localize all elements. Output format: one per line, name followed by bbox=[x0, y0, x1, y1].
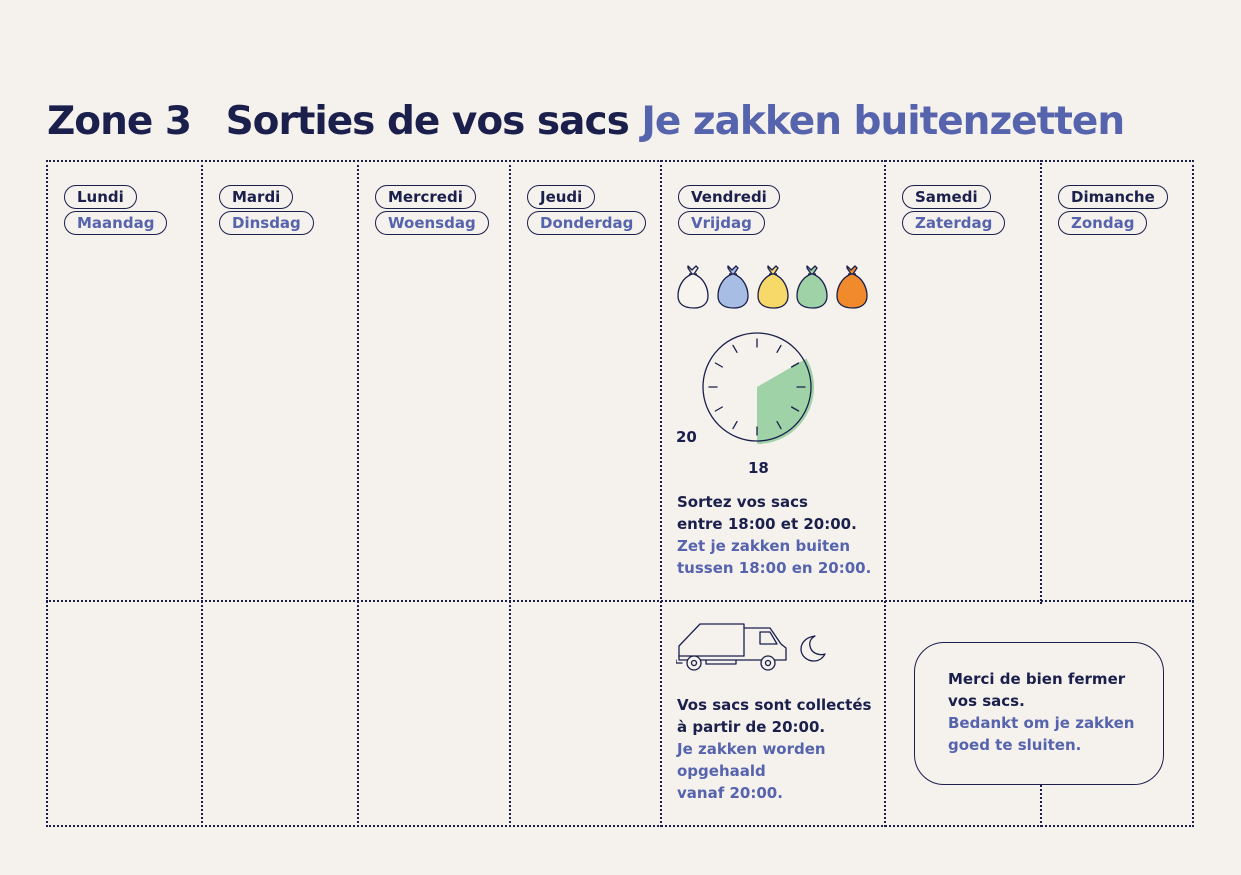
day-label-fr-sunday: Dimanche bbox=[1058, 185, 1168, 209]
day-label-nl-saturday: Zaterdag bbox=[902, 211, 1005, 235]
grid-middle-border bbox=[46, 600, 1194, 602]
garbage-truck-icon bbox=[676, 620, 791, 675]
collection-nl-line2: opgehaald bbox=[677, 762, 766, 780]
putout-fr-line2: entre 18:00 et 20:00. bbox=[677, 515, 857, 533]
notice-nl-line2: goed te sluiten. bbox=[948, 736, 1082, 754]
day-label-nl-tuesday: Dinsdag bbox=[219, 211, 314, 235]
day-label-fr-monday: Lundi bbox=[64, 185, 137, 209]
bag-icon-yellow bbox=[758, 266, 788, 308]
day-label-fr-tuesday: Mardi bbox=[219, 185, 293, 209]
bag-icons bbox=[676, 262, 876, 312]
putout-nl-line2: tussen 18:00 en 20:00. bbox=[677, 559, 872, 577]
day-label-nl-thursday: Donderdag bbox=[527, 211, 646, 235]
grid-divider bbox=[509, 160, 511, 827]
grid-divider bbox=[46, 160, 48, 827]
day-label-nl-monday: Maandag bbox=[64, 211, 167, 235]
notice-fr-line2: vos sacs. bbox=[948, 692, 1025, 710]
putout-instructions bbox=[677, 491, 871, 579]
notice-text bbox=[948, 668, 1134, 756]
collection-fr-line2: à partir de 20:00. bbox=[677, 718, 826, 736]
grid-divider bbox=[201, 160, 203, 827]
collection-fr-line1: Vos sacs sont collectés bbox=[677, 696, 872, 714]
grid-bottom-border bbox=[46, 825, 1194, 827]
day-label-fr-saturday: Samedi bbox=[902, 185, 991, 209]
clock-icon bbox=[700, 330, 815, 445]
grid-divider bbox=[884, 160, 886, 827]
grid-divider bbox=[1192, 160, 1194, 827]
moon-icon bbox=[797, 633, 827, 663]
grid-divider bbox=[357, 160, 359, 827]
zone-label: Zone 3 bbox=[47, 99, 192, 144]
page-title bbox=[47, 98, 1124, 146]
collection-info bbox=[677, 694, 871, 804]
clock-start-label: 18 bbox=[748, 459, 769, 477]
clock-end-label: 20 bbox=[676, 428, 697, 446]
grid-divider bbox=[1040, 160, 1042, 604]
putout-fr-line1: Sortez vos sacs bbox=[677, 493, 808, 511]
clock-time-window bbox=[757, 359, 814, 445]
day-label-nl-wednesday: Woensdag bbox=[375, 211, 489, 235]
grid-top-border bbox=[46, 160, 1194, 162]
day-label-nl-sunday: Zondag bbox=[1058, 211, 1147, 235]
day-label-nl-friday: Vrijdag bbox=[678, 211, 765, 235]
bag-icon-orange bbox=[837, 266, 867, 308]
day-label-fr-thursday: Jeudi bbox=[527, 185, 595, 209]
day-label-fr-wednesday: Mercredi bbox=[375, 185, 476, 209]
grid-divider bbox=[1040, 785, 1042, 827]
title-nl: Je zakken buitenzetten bbox=[641, 99, 1125, 144]
bag-icon-white bbox=[678, 266, 708, 308]
title-fr: Sorties de vos sacs bbox=[225, 99, 629, 144]
putout-nl-line1: Zet je zakken buiten bbox=[677, 537, 851, 555]
bag-icon-green bbox=[797, 266, 827, 308]
day-label-fr-friday: Vendredi bbox=[678, 185, 780, 209]
notice-fr-line1: Merci de bien fermer bbox=[948, 670, 1126, 688]
collection-nl-line1: Je zakken worden bbox=[677, 740, 826, 758]
notice-nl-line1: Bedankt om je zakken bbox=[948, 714, 1135, 732]
grid-divider bbox=[660, 160, 662, 827]
collection-nl-line3: vanaf 20:00. bbox=[677, 784, 783, 802]
bag-icon-blue bbox=[718, 266, 748, 308]
